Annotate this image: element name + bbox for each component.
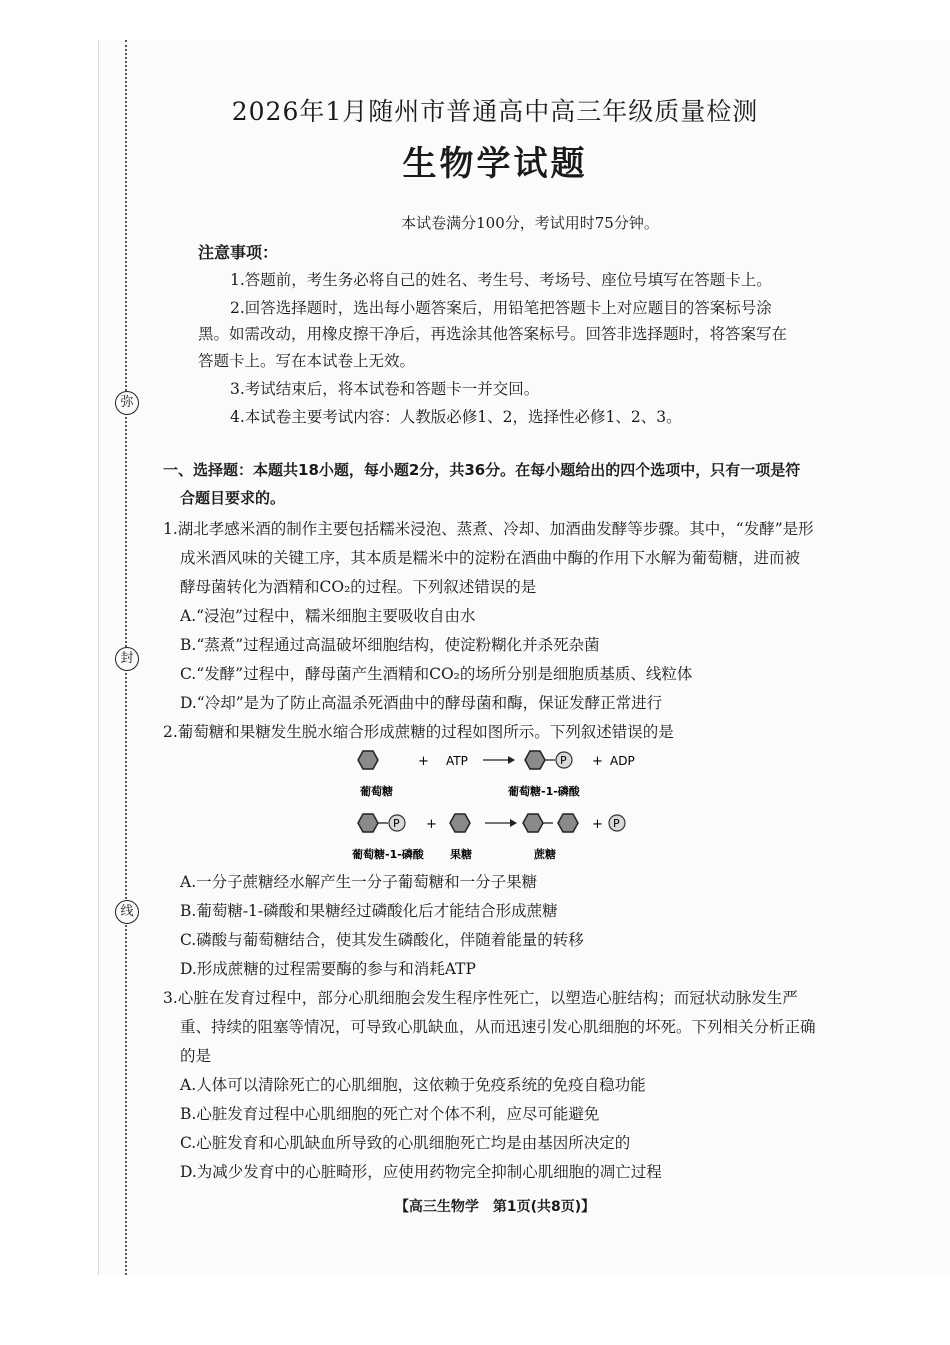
q3-stem: 重、持续的阻塞等情况，可导致心肌缺血，从而迅速引发心肌细胞的坏死。下列相关分析正确 <box>180 1018 816 1036</box>
q2-option-c: C.磷酸与葡萄糖结合，使其发生磷酸化，伴随着能量的转移 <box>180 931 584 949</box>
phosphate-label: P <box>560 754 567 767</box>
g1p-label: 葡萄糖-1-磷酸 <box>352 848 424 861</box>
notice-line: 4.本试卷主要考试内容：人教版必修1、2，选择性必修1、2、3。 <box>230 408 682 426</box>
q2-option-a: A.一分子蔗糖经水解产生一分子葡萄糖和一分子果糖 <box>180 873 538 891</box>
q3-option-d: D.为减少发育中的心脏畸形，应使用药物完全抑制心肌细胞的凋亡过程 <box>180 1163 662 1181</box>
section-heading-cont: 合题目要求的。 <box>180 489 286 507</box>
sucrose-label: 蔗糖 <box>534 848 556 861</box>
arrow-head-icon <box>510 819 517 827</box>
glucose-hexagon-icon <box>358 814 378 832</box>
notice-line: 黑。如需改动，用橡皮擦干净后，再选涂其他答案标号。回答非选择题时，将答案写在 <box>198 325 788 343</box>
q3-option-b: B.心脏发育过程中心肌细胞的死亡对个体不利，应尽可能避免 <box>180 1105 600 1123</box>
notice-line: 2.回答选择题时，选出每小题答案后，用铅笔把答题卡上对应题目的答案标号涂 <box>230 299 772 317</box>
q3-stem: 3.心脏在发育过程中，部分心肌细胞会发生程序性死亡，以塑造心脏结构；而冠状动脉发生严 <box>163 989 798 1007</box>
plus-sign: + <box>426 817 437 832</box>
glucose-label: 葡萄糖 <box>360 785 393 798</box>
glucose-hexagon-icon <box>525 751 545 769</box>
seal-char-feng: 封 <box>115 647 139 671</box>
phosphate-label: P <box>613 817 620 830</box>
q1-option-c: C.“发酵”过程中，酵母菌产生酒精和CO₂的场所分别是细胞质基质、线粒体 <box>180 665 693 683</box>
notice-line: 3.考试结束后，将本试卷和答题卡一并交回。 <box>230 380 540 398</box>
q1-stem: 成米酒风味的关键工序，其本质是糯米中的淀粉在酒曲中酶的作用下水解为葡萄糖，进而被 <box>180 549 801 567</box>
notice-line: 1.答题前，考生务必将自己的姓名、考生号、考场号、座位号填写在答题卡上。 <box>230 271 772 289</box>
subject-title: 生物学试题 <box>402 144 588 184</box>
q1-stem: 1.湖北孝感米酒的制作主要包括糯米浸泡、蒸煮、冷却、加酒曲发酵等步骤。其中，“发酵”是形 <box>163 520 814 538</box>
fructose-hexagon-icon <box>450 814 470 832</box>
exam-info: 本试卷满分100分，考试用时75分钟。 <box>401 214 659 232</box>
q3-stem: 的是 <box>180 1047 212 1065</box>
notice-line: 答题卡上。写在本试卷上无效。 <box>198 352 416 370</box>
adp-label: ADP <box>610 754 635 768</box>
sucrose-synthesis-diagram <box>340 745 660 865</box>
plus-sign: + <box>418 754 429 769</box>
q1-option-a: A.“浸泡”过程中，糯米细胞主要吸收自由水 <box>180 607 476 625</box>
seal-char-mi: 弥 <box>115 391 139 415</box>
q3-option-c: C.心脏发育和心肌缺血所导致的心肌细胞死亡均是由基因所决定的 <box>180 1134 631 1152</box>
arrow-head-icon <box>508 756 515 764</box>
section-heading: 一、选择题：本题共18小题，每小题2分，共36分。在每小题给出的四个选项中，只有一项是符 <box>163 461 801 479</box>
glucose-hexagon-icon <box>358 751 378 769</box>
fructose-hexagon-icon <box>558 814 578 832</box>
exam-title: 2026年1月随州市普通高中高三年级质量检测 <box>231 97 759 126</box>
fructose-label: 果糖 <box>450 848 472 861</box>
q3-option-a: A.人体可以清除死亡的心肌细胞，这依赖于免疫系统的免疫自稳功能 <box>180 1076 646 1094</box>
plus-sign: + <box>592 754 603 769</box>
q1-option-b: B.“蒸煮”过程通过高温破坏细胞结构，使淀粉糊化并杀死杂菌 <box>180 636 600 654</box>
q1-stem: 酵母菌转化为酒精和CO₂的过程。下列叙述错误的是 <box>180 578 537 596</box>
q2-option-b: B.葡萄糖-1-磷酸和果糖经过磷酸化后才能结合形成蔗糖 <box>180 902 558 920</box>
q1-option-d: D.“冷却”是为了防止高温杀死酒曲中的酵母菌和酶，保证发酵正常进行 <box>180 694 663 712</box>
seal-char-xian: 线 <box>115 900 139 924</box>
glucose-hexagon-icon <box>523 814 543 832</box>
q2-option-d: D.形成蔗糖的过程需要酶的参与和消耗ATP <box>180 960 476 978</box>
plus-sign: + <box>592 817 603 832</box>
g1p-label: 葡萄糖-1-磷酸 <box>508 785 580 798</box>
q2-stem: 2.葡萄糖和果糖发生脱水缩合形成蔗糖的过程如图所示。下列叙述错误的是 <box>163 723 674 741</box>
atp-label: ATP <box>446 754 468 768</box>
phosphate-label: P <box>393 817 400 830</box>
page-footer: 【高三生物学 第1页(共8页)】 <box>394 1199 596 1215</box>
notice-heading: 注意事项： <box>198 243 279 262</box>
